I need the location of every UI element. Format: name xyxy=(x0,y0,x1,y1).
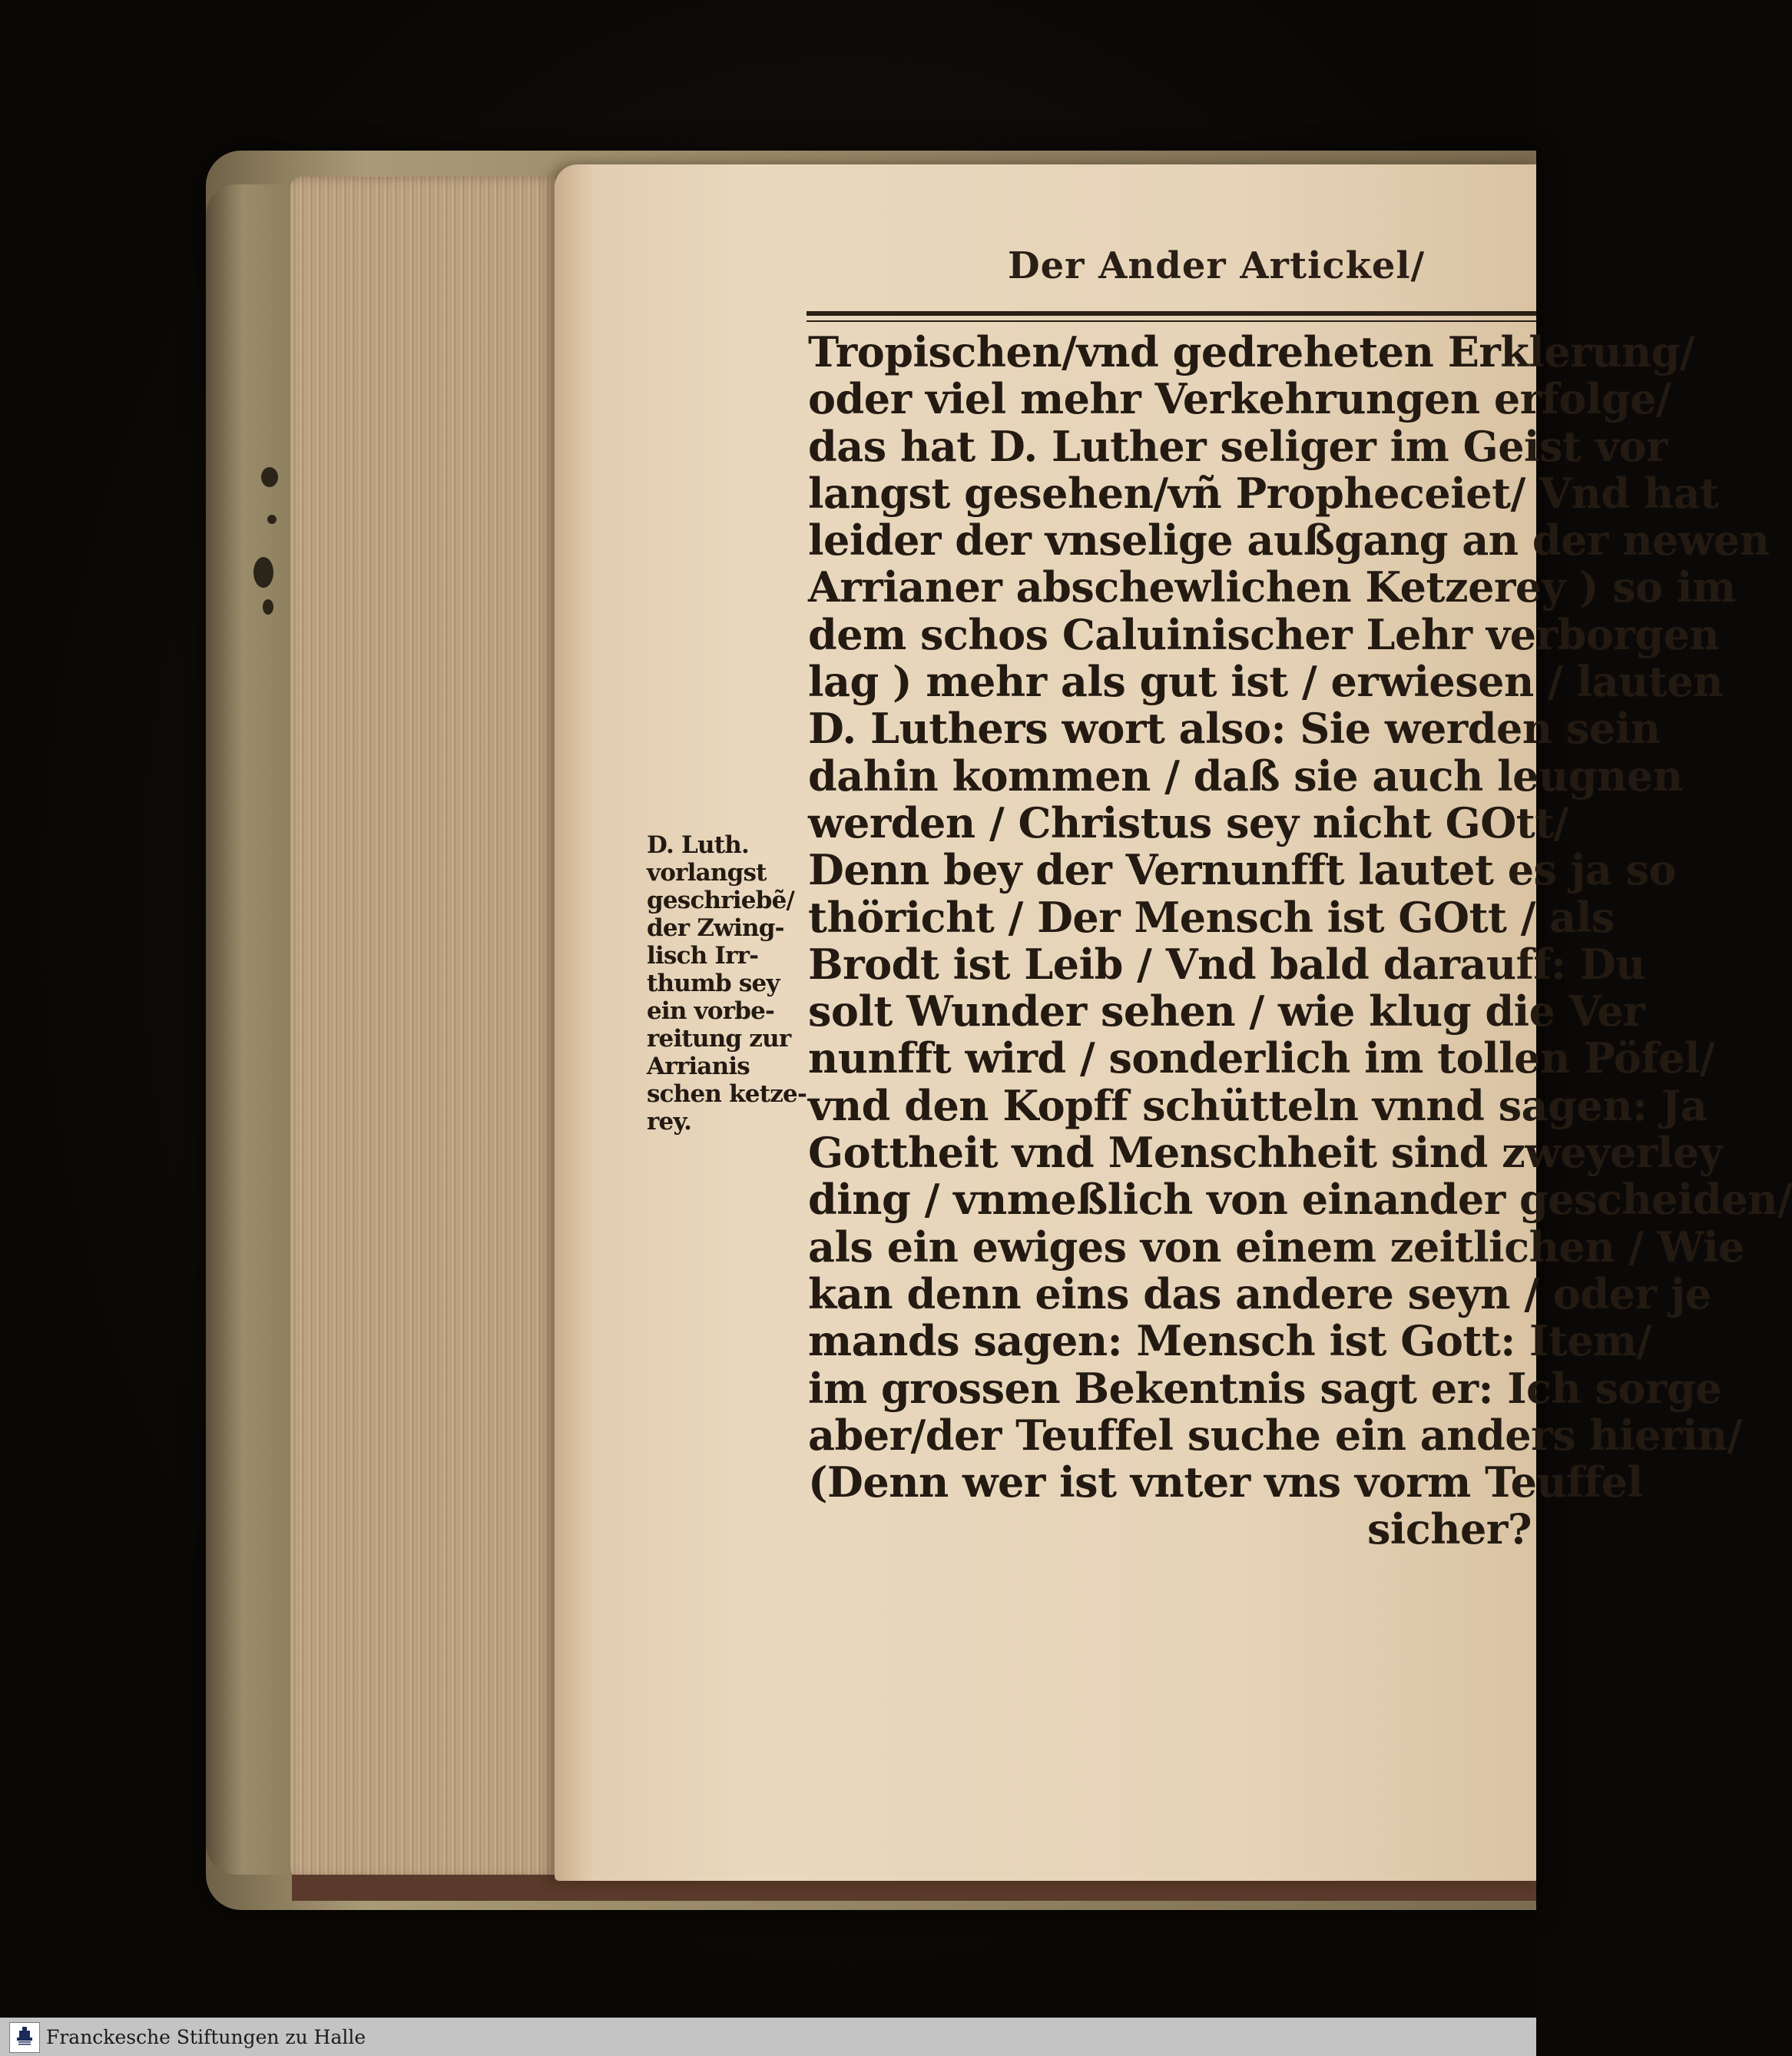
marginal-line: vorlangst xyxy=(647,859,767,887)
main-text xyxy=(808,327,1792,1554)
text-line: leider der vnselige außgang an der newen xyxy=(808,516,1770,565)
marginal-line: ein vorbe- xyxy=(647,997,775,1025)
text-line: als ein ewiges von einem zeitlichen / Wie xyxy=(808,1222,1744,1272)
marginal-line: schen ketze- xyxy=(647,1080,807,1108)
marginal-note xyxy=(647,831,808,1136)
marginal-line: der Zwing- xyxy=(647,914,784,942)
marginal-line: reitung zur xyxy=(647,1025,791,1053)
text-line: langst gesehen/vñ Propheceiet/ Vnd hat xyxy=(808,468,1719,518)
text-line: aber/der Teuffel suche ein anders hierin/ xyxy=(808,1410,1742,1460)
text-line: dahin kommen / daß sie auch leugnen xyxy=(808,751,1683,801)
marginal-line: geschriebẽ/ xyxy=(647,887,795,914)
text-line: thöricht / Der Mensch ist GOtt / als xyxy=(808,892,1615,942)
running-header: Der Ander Artickel/ xyxy=(1008,244,1426,287)
text-line: oder viel mehr Verkehrungen erfolge/ xyxy=(808,374,1671,424)
franckesche-stiftungen-logo-icon xyxy=(9,2022,40,2053)
marginal-line: rey. xyxy=(647,1108,692,1136)
text-line: nunfft wird / sonderlich im tollen Pöfel/ xyxy=(808,1033,1715,1083)
footer-institution: Franckesche Stiftungen zu Halle xyxy=(46,2026,366,2048)
text-line: Gottheit vnd Menschheit sind zweyerley xyxy=(808,1128,1723,1178)
text-line: (Denn wer ist vnter vns vorm Teuffel xyxy=(808,1457,1643,1507)
text-line: D. Luthers wort also: Sie werden sein xyxy=(808,704,1661,754)
catchword: sicher? xyxy=(1366,1504,1532,1554)
text-line: Tropischen/vnd gedreheten Erklerung/ xyxy=(808,327,1695,376)
marginal-line: Arrianis xyxy=(647,1053,750,1080)
text-line: Arrianer abschewlichen Ketzerey ) so im xyxy=(808,562,1736,612)
text-line: werden / Christus sey nicht GOtt/ xyxy=(808,798,1568,847)
marginal-line: lisch Irr- xyxy=(647,942,759,970)
text-line: Denn bey der Vernunfft lautet es ja so xyxy=(808,845,1677,895)
marginal-line: D. Luth. xyxy=(647,831,749,859)
text-line: mands sagen: Mensch ist Gott: Item/ xyxy=(808,1316,1651,1366)
text-line: vnd den Kopff schütteln vnnd sagen: Ja xyxy=(808,1080,1708,1130)
text-line: das hat D. Luther seliger im Geist vor xyxy=(808,421,1668,471)
book-spine xyxy=(206,184,298,1875)
text-line: dem schos Caluinischer Lehr verborgen xyxy=(808,609,1720,659)
page-block-edges xyxy=(290,177,582,1879)
header-rule-thin xyxy=(807,320,1536,322)
text-line: im grossen Bekentnis sagt er: Ich sorge xyxy=(808,1363,1721,1413)
text-line: ding / vnmeßlich von einander gescheiden/ xyxy=(808,1175,1792,1225)
text-line: Brodt ist Leib / Vnd bald darauff: Du xyxy=(808,939,1645,989)
text-line: kan denn eins das andere seyn / oder je xyxy=(808,1268,1711,1318)
text-line: lag ) mehr als gut ist / erwiesen / lauten xyxy=(808,657,1723,707)
header-rule xyxy=(807,311,1536,316)
marginal-line: thumb sey xyxy=(647,970,780,997)
text-line: solt Wunder sehen / wie klug die Ver xyxy=(808,987,1645,1036)
